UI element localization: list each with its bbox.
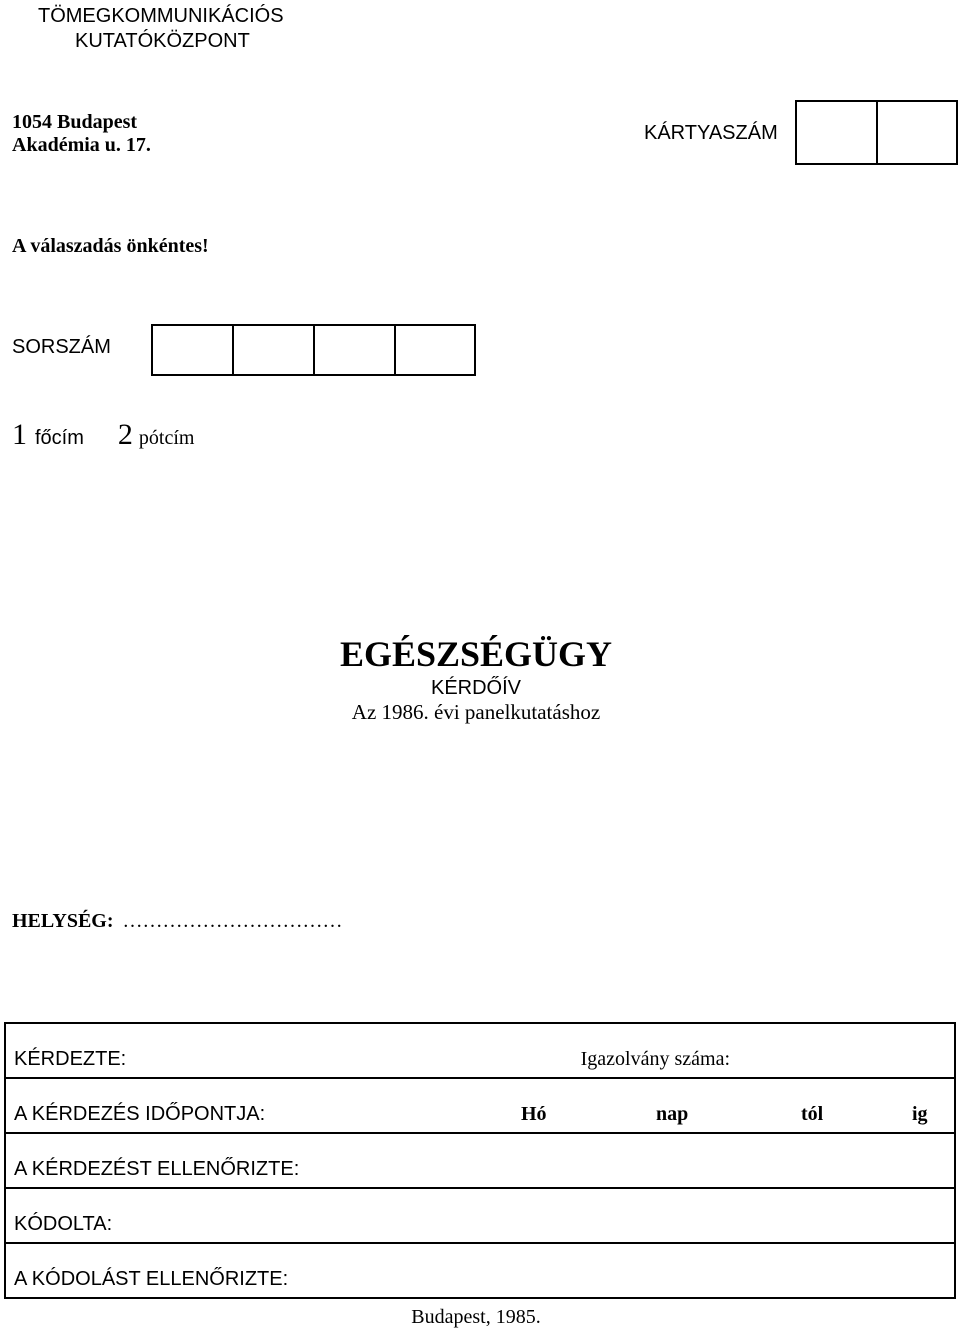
serial-number-label: SORSZÁM [12, 336, 111, 358]
serial-number-box[interactable] [394, 324, 476, 376]
asked-by-cell[interactable] [5, 1023, 955, 1078]
serial-number-boxes [151, 324, 476, 376]
locality-dots[interactable]: …………………………… [122, 910, 343, 932]
sub-title-number: 2 [117, 418, 133, 451]
serial-number-box[interactable] [313, 324, 396, 376]
card-number-box[interactable] [876, 100, 958, 165]
address-line2: Akadémia u. 17. [12, 134, 151, 156]
checked-by-cell[interactable] [5, 1133, 955, 1188]
card-number-box[interactable] [795, 100, 878, 165]
org-name-line1: TÖMEGKOMMUNIKÁCIÓS [38, 5, 284, 27]
serial-number-box[interactable] [151, 324, 234, 376]
card-number-boxes [795, 100, 958, 165]
month-label: Hó [521, 1103, 547, 1125]
coded-by-label: KÓDOLTA: [14, 1213, 113, 1235]
table-row [5, 1133, 955, 1188]
interview-time-cell[interactable] [5, 1078, 955, 1133]
voluntary-notice: A válaszadás önkéntes! [12, 235, 209, 257]
interview-info-table [4, 1022, 956, 1299]
main-title-label: főcím [35, 427, 84, 449]
coding-checked-by-cell[interactable] [5, 1243, 955, 1298]
address-line1: 1054 Budapest [12, 111, 138, 133]
title-options [12, 418, 194, 452]
questionnaire-title: EGÉSZSÉGÜGY [339, 634, 613, 674]
to-label: ig [912, 1103, 928, 1125]
interview-time-label: A KÉRDEZÉS IDŐPONTJA: [14, 1103, 266, 1125]
questionnaire-caption: Az 1986. évi panelkutatáshoz [351, 700, 601, 724]
questionnaire-subtitle: KÉRDŐÍV [430, 677, 522, 699]
table-row [5, 1078, 955, 1133]
table-row [5, 1243, 955, 1298]
from-label: tól [801, 1103, 824, 1125]
footer-place-date: Budapest, 1985. [411, 1306, 541, 1328]
day-label: nap [656, 1103, 689, 1125]
coding-checked-by-label: A KÓDOLÁST ELLENŐRIZTE: [14, 1268, 289, 1290]
locality-field [12, 910, 343, 933]
sub-title-label: pótcím [138, 427, 195, 449]
asked-by-label: KÉRDEZTE: [14, 1048, 127, 1070]
serial-number-box[interactable] [232, 324, 315, 376]
id-number-label: Igazolvány száma: [580, 1048, 730, 1070]
card-number-label: KÁRTYASZÁM [644, 122, 778, 144]
checked-by-label: A KÉRDEZÉST ELLENŐRIZTE: [14, 1158, 300, 1180]
main-title-number: 1 [12, 418, 27, 451]
coded-by-cell[interactable] [5, 1188, 955, 1243]
table-row [5, 1023, 955, 1078]
locality-label: HELYSÉG: [12, 910, 114, 932]
org-name-line2: KUTATÓKÖZPONT [75, 30, 250, 52]
table-row [5, 1188, 955, 1243]
